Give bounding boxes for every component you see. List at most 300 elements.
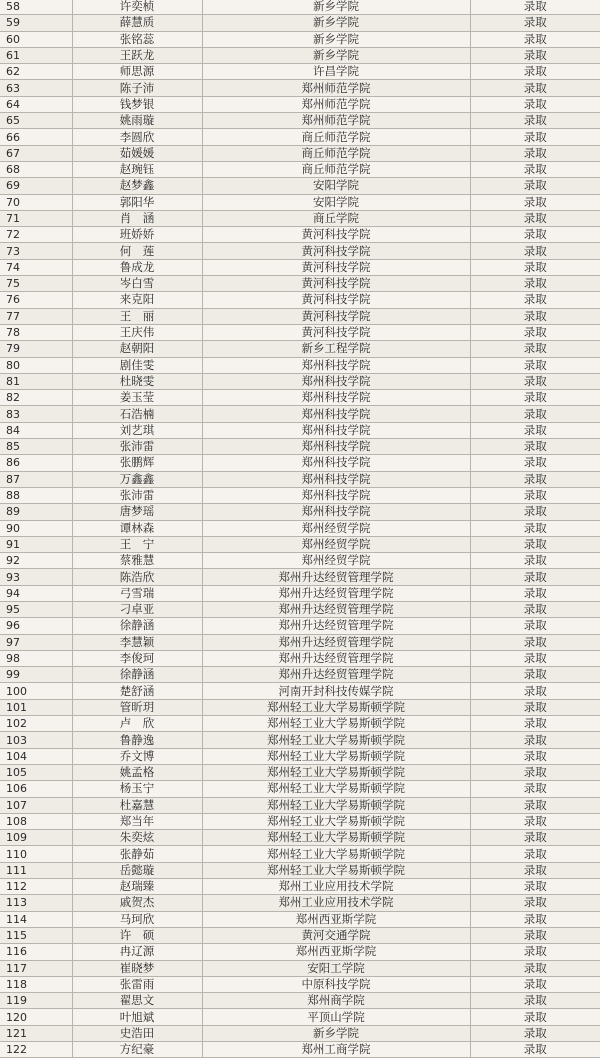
student-name: 郭阳华: [72, 194, 202, 210]
student-name: 徐静涵: [72, 667, 202, 683]
admission-status: 录取: [470, 976, 600, 992]
table-row: [0, 1025, 600, 1041]
row-number: 100: [0, 683, 72, 699]
student-name: 张鹏辉: [72, 455, 202, 471]
school-name: 郑州轻工业大学易斯顿学院: [202, 813, 470, 829]
row-number: 121: [0, 1025, 72, 1041]
admission-status: 录取: [470, 259, 600, 275]
table-row: [0, 422, 600, 438]
table-row: [0, 944, 600, 960]
admission-status: 录取: [470, 178, 600, 194]
student-name: 来克阳: [72, 292, 202, 308]
student-name: 剧佳雯: [72, 357, 202, 373]
school-name: 安阳工学院: [202, 960, 470, 976]
admission-status: 录取: [470, 862, 600, 878]
student-name: 茹媛媛: [72, 145, 202, 161]
student-name: 许奕桢: [72, 0, 202, 15]
admission-status: 录取: [470, 553, 600, 569]
admission-status: 录取: [470, 161, 600, 177]
student-name: 李圆欣: [72, 129, 202, 145]
table-row: [0, 129, 600, 145]
school-name: 黄河科技学院: [202, 292, 470, 308]
row-number: 73: [0, 243, 72, 259]
table-row: [0, 178, 600, 194]
table-row: [0, 781, 600, 797]
school-name: 郑州轻工业大学易斯顿学院: [202, 699, 470, 715]
row-number: 115: [0, 927, 72, 943]
student-name: 冉辽源: [72, 944, 202, 960]
table-row: [0, 830, 600, 846]
row-number: 61: [0, 47, 72, 63]
table-row: [0, 439, 600, 455]
student-name: 杨玉宁: [72, 781, 202, 797]
student-name: 许 硕: [72, 927, 202, 943]
table-row: [0, 0, 600, 15]
row-number: 105: [0, 764, 72, 780]
row-number: 113: [0, 895, 72, 911]
table-row: [0, 292, 600, 308]
admission-status: 录取: [470, 455, 600, 471]
school-name: 黄河交通学院: [202, 927, 470, 943]
table-row: [0, 113, 600, 129]
row-number: 84: [0, 422, 72, 438]
row-number: 90: [0, 520, 72, 536]
school-name: 河南开封科技传媒学院: [202, 683, 470, 699]
table-row: [0, 846, 600, 862]
row-number: 117: [0, 960, 72, 976]
school-name: 郑州升达经贸管理学院: [202, 650, 470, 666]
school-name: 郑州轻工业大学易斯顿学院: [202, 716, 470, 732]
school-name: 郑州升达经贸管理学院: [202, 601, 470, 617]
admission-status: 录取: [470, 422, 600, 438]
admission-status: 录取: [470, 781, 600, 797]
table-row: [0, 993, 600, 1009]
row-number: 111: [0, 862, 72, 878]
row-number: 93: [0, 569, 72, 585]
student-name: 徐静涵: [72, 618, 202, 634]
student-name: 姚孟格: [72, 764, 202, 780]
school-name: 郑州科技学院: [202, 390, 470, 406]
admission-status: 录取: [470, 585, 600, 601]
student-name: 岑白雪: [72, 276, 202, 292]
admission-status: 录取: [470, 324, 600, 340]
admission-status: 录取: [470, 243, 600, 259]
row-number: 78: [0, 324, 72, 340]
row-number: 120: [0, 1009, 72, 1025]
admission-status: 录取: [470, 846, 600, 862]
school-name: 郑州科技学院: [202, 504, 470, 520]
school-name: 郑州师范学院: [202, 113, 470, 129]
school-name: 平顶山学院: [202, 1009, 470, 1025]
admission-status: 录取: [470, 504, 600, 520]
student-name: 何 莲: [72, 243, 202, 259]
row-number: 85: [0, 439, 72, 455]
student-name: 史浩田: [72, 1025, 202, 1041]
admission-status: 录取: [470, 31, 600, 47]
student-name: 鲁静逸: [72, 732, 202, 748]
table-row: [0, 227, 600, 243]
table-row: [0, 31, 600, 47]
school-name: 商丘师范学院: [202, 161, 470, 177]
table-row: [0, 960, 600, 976]
student-name: 赵梦鑫: [72, 178, 202, 194]
student-name: 万鑫鑫: [72, 471, 202, 487]
admission-status: 录取: [470, 276, 600, 292]
table-row: [0, 324, 600, 340]
table-row: [0, 161, 600, 177]
admission-status: 录取: [470, 911, 600, 927]
school-name: 商丘师范学院: [202, 145, 470, 161]
row-number: 58: [0, 0, 72, 15]
row-number: 107: [0, 797, 72, 813]
table-row: [0, 601, 600, 617]
row-number: 98: [0, 650, 72, 666]
row-number: 119: [0, 993, 72, 1009]
school-name: 新乡学院: [202, 1025, 470, 1041]
row-number: 89: [0, 504, 72, 520]
school-name: 郑州科技学院: [202, 406, 470, 422]
admission-status: 录取: [470, 390, 600, 406]
table-row: [0, 15, 600, 31]
admission-status: 录取: [470, 308, 600, 324]
row-number: 96: [0, 618, 72, 634]
student-name: 杜晓雯: [72, 373, 202, 389]
student-name: 薛慧质: [72, 15, 202, 31]
admission-status: 录取: [470, 699, 600, 715]
student-name: 乔文博: [72, 748, 202, 764]
row-number: 110: [0, 846, 72, 862]
admission-status: 录取: [470, 895, 600, 911]
row-number: 68: [0, 161, 72, 177]
school-name: 郑州轻工业大学易斯顿学院: [202, 830, 470, 846]
admission-status: 录取: [470, 797, 600, 813]
student-name: 王 丽: [72, 308, 202, 324]
admission-status: 录取: [470, 145, 600, 161]
school-name: 郑州升达经贸管理学院: [202, 585, 470, 601]
row-number: 82: [0, 390, 72, 406]
admission-status: 录取: [470, 373, 600, 389]
school-name: 郑州工业应用技术学院: [202, 895, 470, 911]
school-name: 郑州轻工业大学易斯顿学院: [202, 862, 470, 878]
school-name: 郑州科技学院: [202, 357, 470, 373]
school-name: 郑州科技学院: [202, 439, 470, 455]
student-name: 唐梦瑶: [72, 504, 202, 520]
school-name: 郑州经贸学院: [202, 536, 470, 552]
row-number: 74: [0, 259, 72, 275]
table-row: [0, 243, 600, 259]
admission-status: 录取: [470, 944, 600, 960]
table-row: [0, 390, 600, 406]
student-name: 张沛雷: [72, 487, 202, 503]
admission-status: 录取: [470, 210, 600, 226]
student-name: 弓雪瑞: [72, 585, 202, 601]
student-name: 王庆伟: [72, 324, 202, 340]
row-number: 76: [0, 292, 72, 308]
admission-status: 录取: [470, 1025, 600, 1041]
table-row: [0, 357, 600, 373]
student-name: 鲁成龙: [72, 259, 202, 275]
student-name: 方纪豪: [72, 1042, 202, 1058]
admission-status: 录取: [470, 601, 600, 617]
school-name: 郑州科技学院: [202, 373, 470, 389]
admission-status: 录取: [470, 520, 600, 536]
table-row: [0, 194, 600, 210]
school-name: 黄河科技学院: [202, 276, 470, 292]
table-row: [0, 406, 600, 422]
row-number: 116: [0, 944, 72, 960]
student-name: 叶旭斌: [72, 1009, 202, 1025]
row-number: 60: [0, 31, 72, 47]
admission-status: 录取: [470, 64, 600, 80]
admission-status: 录取: [470, 536, 600, 552]
school-name: 郑州师范学院: [202, 96, 470, 112]
row-number: 69: [0, 178, 72, 194]
student-name: 石浩楠: [72, 406, 202, 422]
row-number: 103: [0, 732, 72, 748]
student-name: 翟思文: [72, 993, 202, 1009]
school-name: 黄河科技学院: [202, 259, 470, 275]
admission-status: 录取: [470, 15, 600, 31]
student-name: 谭林森: [72, 520, 202, 536]
table-row: [0, 1009, 600, 1025]
row-number: 87: [0, 471, 72, 487]
admission-status: 录取: [470, 960, 600, 976]
student-name: 李慧颖: [72, 634, 202, 650]
admission-status: 录取: [470, 830, 600, 846]
row-number: 77: [0, 308, 72, 324]
school-name: 新乡学院: [202, 47, 470, 63]
row-number: 101: [0, 699, 72, 715]
school-name: 郑州升达经贸管理学院: [202, 618, 470, 634]
admission-status: 录取: [470, 227, 600, 243]
admission-status: 录取: [470, 879, 600, 895]
row-number: 112: [0, 879, 72, 895]
table-row: [0, 1042, 600, 1058]
table-row: [0, 487, 600, 503]
table-row: [0, 618, 600, 634]
admission-status: 录取: [470, 357, 600, 373]
row-number: 62: [0, 64, 72, 80]
table-row: [0, 976, 600, 992]
school-name: 新乡学院: [202, 31, 470, 47]
student-name: 刁卓亚: [72, 601, 202, 617]
student-name: 李俊珂: [72, 650, 202, 666]
admission-status: 录取: [470, 0, 600, 15]
row-number: 66: [0, 129, 72, 145]
table-row: [0, 259, 600, 275]
school-name: 郑州科技学院: [202, 422, 470, 438]
table-row: [0, 536, 600, 552]
admission-status: 录取: [470, 748, 600, 764]
student-name: 岳懿璇: [72, 862, 202, 878]
admission-status: 录取: [470, 764, 600, 780]
school-name: 黄河科技学院: [202, 227, 470, 243]
table-row: [0, 716, 600, 732]
table-row: [0, 96, 600, 112]
school-name: 郑州升达经贸管理学院: [202, 569, 470, 585]
school-name: 郑州轻工业大学易斯顿学院: [202, 764, 470, 780]
student-name: 赵朝阳: [72, 341, 202, 357]
table-row: [0, 895, 600, 911]
admission-status: 录取: [470, 80, 600, 96]
student-name: 钱梦银: [72, 96, 202, 112]
school-name: 郑州工商学院: [202, 1042, 470, 1058]
student-name: 赵瑞臻: [72, 879, 202, 895]
admission-status: 录取: [470, 341, 600, 357]
student-name: 王 宁: [72, 536, 202, 552]
row-number: 92: [0, 553, 72, 569]
admission-status: 录取: [470, 716, 600, 732]
admission-status: 录取: [470, 1042, 600, 1058]
admission-status: 录取: [470, 487, 600, 503]
row-number: 97: [0, 634, 72, 650]
admission-status: 录取: [470, 292, 600, 308]
school-name: 郑州轻工业大学易斯顿学院: [202, 797, 470, 813]
admission-status: 录取: [470, 667, 600, 683]
table-row: [0, 471, 600, 487]
school-name: 郑州轻工业大学易斯顿学院: [202, 781, 470, 797]
table-row: [0, 553, 600, 569]
table-row: [0, 911, 600, 927]
school-name: 郑州西亚斯学院: [202, 911, 470, 927]
row-number: 63: [0, 80, 72, 96]
table-row: [0, 520, 600, 536]
row-number: 88: [0, 487, 72, 503]
school-name: 郑州升达经贸管理学院: [202, 634, 470, 650]
school-name: 郑州轻工业大学易斯顿学院: [202, 748, 470, 764]
admission-status: 录取: [470, 927, 600, 943]
student-name: 卢 欣: [72, 716, 202, 732]
table-row: [0, 634, 600, 650]
row-number: 71: [0, 210, 72, 226]
school-name: 黄河科技学院: [202, 324, 470, 340]
school-name: 黄河科技学院: [202, 308, 470, 324]
table-row: [0, 373, 600, 389]
student-name: 楚舒涵: [72, 683, 202, 699]
school-name: 郑州工业应用技术学院: [202, 879, 470, 895]
row-number: 65: [0, 113, 72, 129]
student-name: 师思源: [72, 64, 202, 80]
student-name: 陈子沛: [72, 80, 202, 96]
table-row: [0, 813, 600, 829]
admission-status: 录取: [470, 732, 600, 748]
admission-status: 录取: [470, 471, 600, 487]
student-name: 班娇娇: [72, 227, 202, 243]
admission-status: 录取: [470, 96, 600, 112]
admission-status: 录取: [470, 634, 600, 650]
student-name: 马珂欣: [72, 911, 202, 927]
school-name: 郑州师范学院: [202, 80, 470, 96]
admission-status: 录取: [470, 650, 600, 666]
row-number: 67: [0, 145, 72, 161]
school-name: 郑州升达经贸管理学院: [202, 667, 470, 683]
school-name: 郑州商学院: [202, 993, 470, 1009]
student-name: 管昕玥: [72, 699, 202, 715]
student-name: 陈浩欣: [72, 569, 202, 585]
school-name: 郑州经贸学院: [202, 520, 470, 536]
admission-status: 录取: [470, 194, 600, 210]
school-name: 新乡学院: [202, 15, 470, 31]
row-number: 80: [0, 357, 72, 373]
row-number: 114: [0, 911, 72, 927]
school-name: 商丘师范学院: [202, 129, 470, 145]
row-number: 109: [0, 830, 72, 846]
table-row: [0, 764, 600, 780]
school-name: 安阳学院: [202, 194, 470, 210]
table-row: [0, 862, 600, 878]
row-number: 75: [0, 276, 72, 292]
table-row: [0, 732, 600, 748]
school-name: 郑州西亚斯学院: [202, 944, 470, 960]
student-name: 蔡雅慧: [72, 553, 202, 569]
student-name: 崔晓梦: [72, 960, 202, 976]
school-name: 许昌学院: [202, 64, 470, 80]
admission-status: 录取: [470, 47, 600, 63]
student-name: 张雷雨: [72, 976, 202, 992]
admission-status: 录取: [470, 569, 600, 585]
row-number: 94: [0, 585, 72, 601]
table-row: [0, 80, 600, 96]
student-name: 杜嘉慧: [72, 797, 202, 813]
student-name: 肖 涵: [72, 210, 202, 226]
row-number: 72: [0, 227, 72, 243]
school-name: 郑州轻工业大学易斯顿学院: [202, 732, 470, 748]
row-number: 102: [0, 716, 72, 732]
row-number: 118: [0, 976, 72, 992]
table-row: [0, 927, 600, 943]
table-row: [0, 308, 600, 324]
row-number: 122: [0, 1042, 72, 1058]
table-row: [0, 276, 600, 292]
admission-status: 录取: [470, 683, 600, 699]
school-name: 郑州科技学院: [202, 487, 470, 503]
school-name: 新乡学院: [202, 0, 470, 15]
student-name: 张沛雷: [72, 439, 202, 455]
student-name: 姜玉莹: [72, 390, 202, 406]
school-name: 郑州科技学院: [202, 455, 470, 471]
row-number: 91: [0, 536, 72, 552]
row-number: 70: [0, 194, 72, 210]
table-row: [0, 748, 600, 764]
row-number: 95: [0, 601, 72, 617]
admission-status: 录取: [470, 813, 600, 829]
table-row: [0, 455, 600, 471]
row-number: 64: [0, 96, 72, 112]
school-name: 中原科技学院: [202, 976, 470, 992]
row-number: 106: [0, 781, 72, 797]
table-row: [0, 210, 600, 226]
student-name: 朱奕炫: [72, 830, 202, 846]
admission-status: 录取: [470, 993, 600, 1009]
table-row: [0, 504, 600, 520]
admission-status: 录取: [470, 113, 600, 129]
table-row: [0, 585, 600, 601]
row-number: 83: [0, 406, 72, 422]
table-row: [0, 650, 600, 666]
student-name: 张静茹: [72, 846, 202, 862]
table-row: [0, 699, 600, 715]
admission-status: 录取: [470, 406, 600, 422]
student-name: 姚雨璇: [72, 113, 202, 129]
table-row: [0, 667, 600, 683]
admission-status: 录取: [470, 618, 600, 634]
school-name: 黄河科技学院: [202, 243, 470, 259]
school-name: 安阳学院: [202, 178, 470, 194]
admission-status: 录取: [470, 439, 600, 455]
row-number: 81: [0, 373, 72, 389]
school-name: 新乡工程学院: [202, 341, 470, 357]
student-name: 郑当年: [72, 813, 202, 829]
